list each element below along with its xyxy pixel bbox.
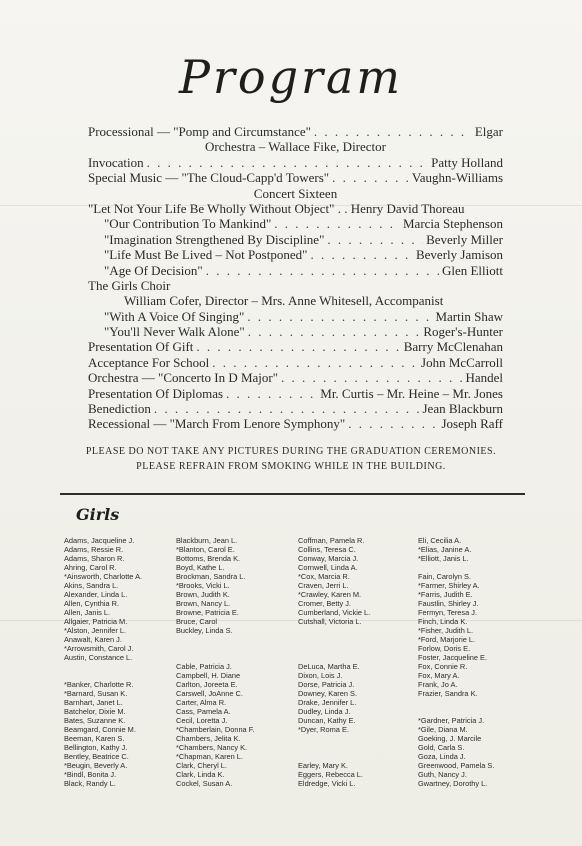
program-line: "Let Not Your Life Be Wholly Without Object" . . Henry David Thoreau <box>88 200 465 216</box>
dot-leader <box>212 355 418 370</box>
graduate-name: *Elias, Janine A. <box>418 545 472 554</box>
graduate-name: Browne, Patricia E. <box>176 608 239 617</box>
list-spacer <box>176 635 254 644</box>
program-item <box>88 309 503 324</box>
graduate-name: Earley, Mary K. <box>298 761 348 770</box>
dot-leader <box>310 247 413 262</box>
program-subline: Concert Sixteen <box>253 185 338 201</box>
program-item <box>88 216 503 231</box>
graduate-name: Allen, Cynthia R. <box>64 599 120 608</box>
dot-leader <box>274 216 400 231</box>
item-performer: Martin Shaw <box>435 308 503 324</box>
graduate-name: *Ainsworth, Charlotte A. <box>64 572 143 581</box>
graduate-name: *Banker, Charlotte R. <box>64 680 134 689</box>
graduate-name: Black, Randy L. <box>64 779 116 788</box>
graduate-name: Eggers, Rebecca L. <box>298 770 363 779</box>
graduate-name: Ahring, Carol R. <box>64 563 117 572</box>
graduate-name: Brown, Judith K. <box>176 590 230 599</box>
item-performer: Roger's-Hunter <box>423 324 503 340</box>
graduate-name: *Blanton, Carol E. <box>176 545 235 554</box>
list-spacer <box>64 671 142 680</box>
dot-leader <box>147 155 429 170</box>
dot-leader <box>226 386 317 401</box>
graduate-name: Dixon, Lois J. <box>298 671 343 680</box>
program-item <box>88 416 503 431</box>
graduate-name: *Alston, Jennifer L. <box>64 626 127 635</box>
item-performer: Handel <box>465 370 503 386</box>
item-title: Presentation Of Diplomas <box>88 385 224 401</box>
item-title: Recessional — "March From Lenore Symphony" <box>88 416 346 432</box>
graduate-name: *Barnard, Susan K. <box>64 689 128 698</box>
graduate-name: Campbell, H. Diane <box>176 671 241 680</box>
program-item <box>88 155 503 170</box>
graduate-name: Buckley, Linda S. <box>176 626 233 635</box>
graduate-name: Cockel, Susan A. <box>176 779 233 788</box>
item-performer: Joseph Raff <box>441 416 503 432</box>
item-performer: Marcia Stephenson <box>402 216 503 232</box>
item-performer: Beverly Miller <box>426 231 503 247</box>
graduate-name: Fox, Mary A. <box>418 671 460 680</box>
graduate-name: Carlton, Joreeta E. <box>176 680 238 689</box>
graduate-name: Alexander, Linda L. <box>64 590 128 599</box>
graduate-name: Faustlin, Shirley J. <box>418 599 479 608</box>
graduate-name: Bottoms, Brenda K. <box>176 554 241 563</box>
program-item <box>88 370 503 385</box>
list-spacer <box>64 662 142 671</box>
names-column-4 <box>418 536 494 788</box>
graduate-name: Allen, Janis L. <box>64 608 111 617</box>
dot-leader <box>332 170 409 185</box>
program-item <box>88 263 503 278</box>
graduate-name: *Gile, Diana M. <box>418 725 468 734</box>
graduate-name: Forlow, Doris E. <box>418 644 471 653</box>
graduate-name: *Cox, Marcia R. <box>298 572 350 581</box>
dot-leader <box>248 324 421 339</box>
graduate-name: Collins, Teresa C. <box>298 545 356 554</box>
names-column-3 <box>298 536 370 788</box>
item-performer: Glen Elliott <box>441 262 503 278</box>
program-item <box>88 386 503 401</box>
program-line: The Girls Choir <box>88 277 171 293</box>
list-spacer <box>298 743 370 752</box>
graduate-name: Dudley, Linda J. <box>298 707 351 716</box>
list-spacer <box>298 752 370 761</box>
graduate-name: Eldredge, Vicki L. <box>298 779 356 788</box>
program-item <box>88 247 503 262</box>
program-item <box>88 401 503 416</box>
item-title: "With A Voice Of Singing" <box>104 308 245 324</box>
graduate-name: Fox, Connie R. <box>418 662 468 671</box>
graduate-name: Frazier, Sandra K. <box>418 689 478 698</box>
graduate-name: Fermyn, Teresa J. <box>418 608 478 617</box>
graduate-name: Adams, Ressie R. <box>64 545 124 554</box>
item-title: "Age Of Decision" <box>104 262 203 278</box>
graduate-name: Brown, Nancy L. <box>176 599 231 608</box>
graduate-name: *Elliott, Janis L. <box>418 554 469 563</box>
graduate-name: Foster, Jacqueline E. <box>418 653 488 662</box>
graduate-name: Duncan, Kathy E. <box>298 716 356 725</box>
graduate-name: Bellington, Kathy J. <box>64 743 128 752</box>
item-title: Presentation Of Gift <box>88 339 194 355</box>
graduate-name: Bentley, Beatrice C. <box>64 752 129 761</box>
graduate-name: Adams, Sharon R. <box>64 554 125 563</box>
graduate-name: *Chapman, Karen L. <box>176 752 243 761</box>
item-title: Orchestra — "Concerto In D Major" <box>88 370 279 386</box>
graduate-name: Greenwood, Pamela S. <box>418 761 495 770</box>
item-title: Benediction <box>88 401 151 417</box>
graduate-name: Bates, Suzanne K. <box>64 716 126 725</box>
graduate-name: Brockman, Sandra L. <box>176 572 246 581</box>
graduate-name: Cass, Pamela A. <box>176 707 231 716</box>
program-item <box>88 124 503 139</box>
item-performer: Jean Blackburn <box>422 401 503 417</box>
graduate-name: Craven, Jerri L. <box>298 581 349 590</box>
notice-smoking: PLEASE REFRAIN FROM SMOKING WHILE IN THE BUILDING. <box>136 461 446 472</box>
list-spacer <box>298 644 370 653</box>
item-title: "Imagination Strengthened By Discipline" <box>104 231 325 247</box>
graduate-name: Coffman, Pamela R. <box>298 536 365 545</box>
dot-leader <box>196 339 400 354</box>
item-performer: John McCarroll <box>421 354 503 370</box>
list-spacer <box>418 698 494 707</box>
dot-leader <box>154 401 420 416</box>
graduate-name: Clark, Linda K. <box>176 770 225 779</box>
divider <box>60 493 525 495</box>
item-performer: Beverly Jamison <box>415 247 503 263</box>
graduate-name: Frank, Jo A. <box>418 680 458 689</box>
item-performer: Barry McClenahan <box>403 339 503 355</box>
graduate-name: Downey, Karen S. <box>298 689 358 698</box>
program-subline: William Cofer, Director – Mrs. Anne Whitesell, Accompanist <box>124 293 444 309</box>
graduate-name: Conway, Marcia J. <box>298 554 359 563</box>
graduate-name: *Beugin, Beverly A. <box>64 761 128 770</box>
program-subline: Orchestra – Wallace Fike, Director <box>205 139 386 155</box>
dot-leader <box>247 309 432 324</box>
graduate-name: *Gardner, Patricia J. <box>418 716 485 725</box>
dot-leader <box>206 263 439 278</box>
list-spacer <box>418 563 494 572</box>
graduate-name: *Farris, Judith E. <box>418 590 473 599</box>
graduate-name: Drake, Jennifer L. <box>298 698 357 707</box>
graduate-name: Beamgard, Connie M. <box>64 725 136 734</box>
graduate-name: Barnhart, Janet L. <box>64 698 123 707</box>
graduate-name: Boyd, Kathe L. <box>176 563 225 572</box>
dot-leader <box>281 370 462 385</box>
program-item <box>88 324 503 339</box>
names-column-1 <box>64 536 142 788</box>
graduate-name: Cable, Patricia J. <box>176 662 232 671</box>
item-performer: Patty Holland <box>431 154 503 170</box>
graduate-name: *Ford, Marjorie L. <box>418 635 476 644</box>
item-performer: Mr. Curtis – Mr. Heine – Mr. Jones <box>320 385 503 401</box>
list-spacer <box>298 626 370 635</box>
graduate-name: Gold, Carla S. <box>418 743 465 752</box>
graduate-name: Cornwell, Linda A. <box>298 563 358 572</box>
program-item <box>88 355 503 370</box>
graduate-name: Bruce, Carol <box>176 617 218 626</box>
item-title: Invocation <box>88 154 144 170</box>
page-title: Program <box>178 50 404 104</box>
graduate-name: Goza, Linda J. <box>418 752 466 761</box>
program-item <box>88 232 503 247</box>
graduate-name: Austin, Constance L. <box>64 653 133 662</box>
notice-pictures: PLEASE DO NOT TAKE ANY PICTURES DURING THE GRADUATION CEREMONIES. <box>85 446 497 457</box>
list-spacer <box>298 734 370 743</box>
graduate-name: Blackburn, Jean L. <box>176 536 238 545</box>
graduate-name: Cumberland, Vickie L. <box>298 608 371 617</box>
graduate-name: *Arrowsmith, Carol J. <box>64 644 134 653</box>
dot-leader <box>348 416 438 431</box>
girls-heading: Girls <box>76 505 120 524</box>
graduate-name: *Bindl, Bonita J. <box>64 770 117 779</box>
graduate-name: Eli, Cecilia A. <box>418 536 462 545</box>
item-title: "You'll Never Walk Alone" <box>104 324 245 340</box>
names-column-2 <box>176 536 254 788</box>
item-title: Special Music — "The Cloud-Capp'd Towers" <box>88 170 330 186</box>
item-performer: Vaughn-Williams <box>411 170 503 186</box>
graduate-name: Finch, Linda K. <box>418 617 468 626</box>
graduate-name: Adams, Jacqueline J. <box>64 536 135 545</box>
item-title: Processional — "Pomp and Circumstance" <box>88 124 311 139</box>
item-title: "Our Contribution To Mankind" <box>104 216 272 232</box>
graduate-name: *Farmer, Shirley A. <box>418 581 480 590</box>
graduate-name: Cecil, Loretta J. <box>176 716 228 725</box>
graduate-name: *Chambers, Nancy K. <box>176 743 248 752</box>
graduate-name: Dorse, Patricia J. <box>298 680 355 689</box>
graduate-name: Carter, Alma R. <box>176 698 227 707</box>
graduate-name: DeLuca, Martha E. <box>298 662 360 671</box>
item-title: Acceptance For School <box>88 354 210 370</box>
program-item <box>88 339 503 354</box>
list-spacer <box>176 644 254 653</box>
list-spacer <box>418 707 494 716</box>
graduate-name: Chambers, Jelita K. <box>176 734 241 743</box>
program-item <box>88 170 503 185</box>
item-performer: Elgar <box>474 124 503 139</box>
graduate-name: Batchelor, Dixie M. <box>64 707 126 716</box>
dot-leader <box>314 124 472 139</box>
list-spacer <box>298 635 370 644</box>
graduate-name: Carswell, JoAnne C. <box>176 689 243 698</box>
graduate-name: *Dyer, Roma E. <box>298 725 349 734</box>
graduate-name: Cutshall, Victoria L. <box>298 617 362 626</box>
graduate-name: *Chamberlain, Donna F. <box>176 725 255 734</box>
graduate-name: Gwartney, Dorothy L. <box>418 779 488 788</box>
list-spacer <box>176 653 254 662</box>
graduate-name: Guth, Nancy J. <box>418 770 467 779</box>
program-list <box>88 124 503 432</box>
graduate-name: Anawalt, Karen J. <box>64 635 122 644</box>
graduate-name: *Fisher, Judith L. <box>418 626 474 635</box>
graduate-name: Beeman, Karen S. <box>64 734 125 743</box>
item-title: "Life Must Be Lived – Not Postponed" <box>104 247 308 263</box>
graduate-name: *Brooks, Vicki L. <box>176 581 230 590</box>
dot-leader <box>327 232 423 247</box>
list-spacer <box>298 653 370 662</box>
graduate-name: Akins, Sandra L. <box>64 581 119 590</box>
graduate-name: Goeking, J. Marcile <box>418 734 482 743</box>
graduate-name: Fain, Carolyn S. <box>418 572 471 581</box>
graduate-name: Clark, Cheryl L. <box>176 761 227 770</box>
graduate-name: Cromer, Betty J. <box>298 599 351 608</box>
graduate-name: *Crawley, Karen M. <box>298 590 362 599</box>
graduate-name: Allgaier, Patricia M. <box>64 617 128 626</box>
